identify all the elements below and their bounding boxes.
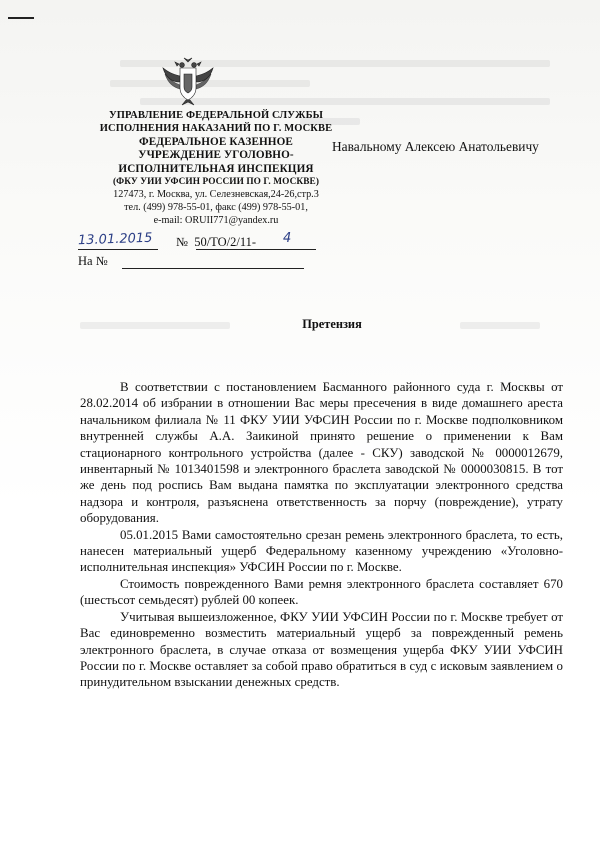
number-underline	[196, 249, 316, 250]
handwritten-date: 13.01.2015	[77, 230, 153, 249]
paragraph: Учитывая вышеизложенное, ФКУ УИИ УФСИН России по г. Москве требует от Вас единовременно возместить материальный ущерб за поврежденный ремень электронного браслета, в случае отказа от возмещения ущерба ФКУ УИИ УФСИН России по г. Москве оставляет за собой право обратиться в суд с исковым заявлением о принудительном взыскании денежных средств.	[80, 609, 563, 690]
paragraph: Стоимость поврежденного Вами ремня электронного браслета составляет 670 (шестьсот семьдесят) рублей 00 копеек.	[80, 576, 563, 608]
registration-row	[77, 230, 318, 255]
sender-email: e-mail: ORUII771@yandex.ru	[153, 215, 279, 227]
sender-line: ИСПОЛНЕНИЯ НАКАЗАНИЙ ПО Г. МОСКВЕ	[99, 122, 333, 134]
sender-address: 127473, г. Москва, ул. Селезневская,24-26,стр.3	[113, 188, 319, 200]
sender-line: ФЕДЕРАЛЬНОЕ КАЗЕННОЕ	[139, 135, 293, 148]
addressee: Навальному Алексею Анатольевичу	[332, 139, 539, 154]
document-title: Претензия	[302, 317, 362, 331]
sender-line: УЧРЕЖДЕНИЕ УГОЛОВНО-	[138, 149, 294, 162]
corner-mark	[8, 17, 34, 19]
double-headed-eagle-emblem-icon	[160, 56, 216, 106]
number-label: №	[176, 235, 188, 249]
sender-line: (ФКУ УИИ УФСИН РОССИИ ПО Г. МОСКВЕ)	[112, 176, 320, 187]
paragraph: 05.01.2015 Вами самостоятельно срезан ремень электронного браслета, то есть, нанесен материальный ущерб Федеральному казенному учреждению «Уголовно-исполнительная инспекция» УФСИН России по г. Москве.	[80, 527, 563, 575]
registration-number	[176, 235, 256, 250]
handwritten-number-suffix: 4	[283, 231, 292, 246]
number-value: 50/ТО/2/11-	[194, 235, 257, 249]
sender-phone: тел. (499) 978-55-01, факс (499) 978-55-01,	[124, 202, 308, 214]
letter-body	[80, 379, 563, 691]
sender-line: УПРАВЛЕНИЕ ФЕДЕРАЛЬНОЙ СЛУЖБЫ	[108, 110, 324, 121]
reply-to-underline	[122, 268, 304, 269]
sender-block	[60, 110, 372, 228]
reply-to-label: На №	[78, 254, 108, 268]
sender-line: ИСПОЛНИТЕЛЬНАЯ ИНСПЕКЦИЯ	[118, 162, 314, 175]
date-underline	[78, 249, 158, 250]
paragraph: В соответствии с постановлением Басманного районного суда г. Москвы от 28.02.2014 об избрании в отношении Вас меры пресечения в виде домашнего ареста начальником филиала № 11 ФКУ УИИ УФСИН России по г. Москве подполковником внутренней службы А.А. Заикиной принято решение о применении к Вам стационарного контрольного устройства (далее - СКУ) заводской № 0000012679, инвентарный № 1013401598 и электронного браслета заводской № 0000030815. В тот же день под роспись Вам выдана памятка по эксплуатации электронного средства надзора и контроля, разъяснена ответственность за порчу (повреждение), утрату оборудования.	[80, 380, 563, 526]
